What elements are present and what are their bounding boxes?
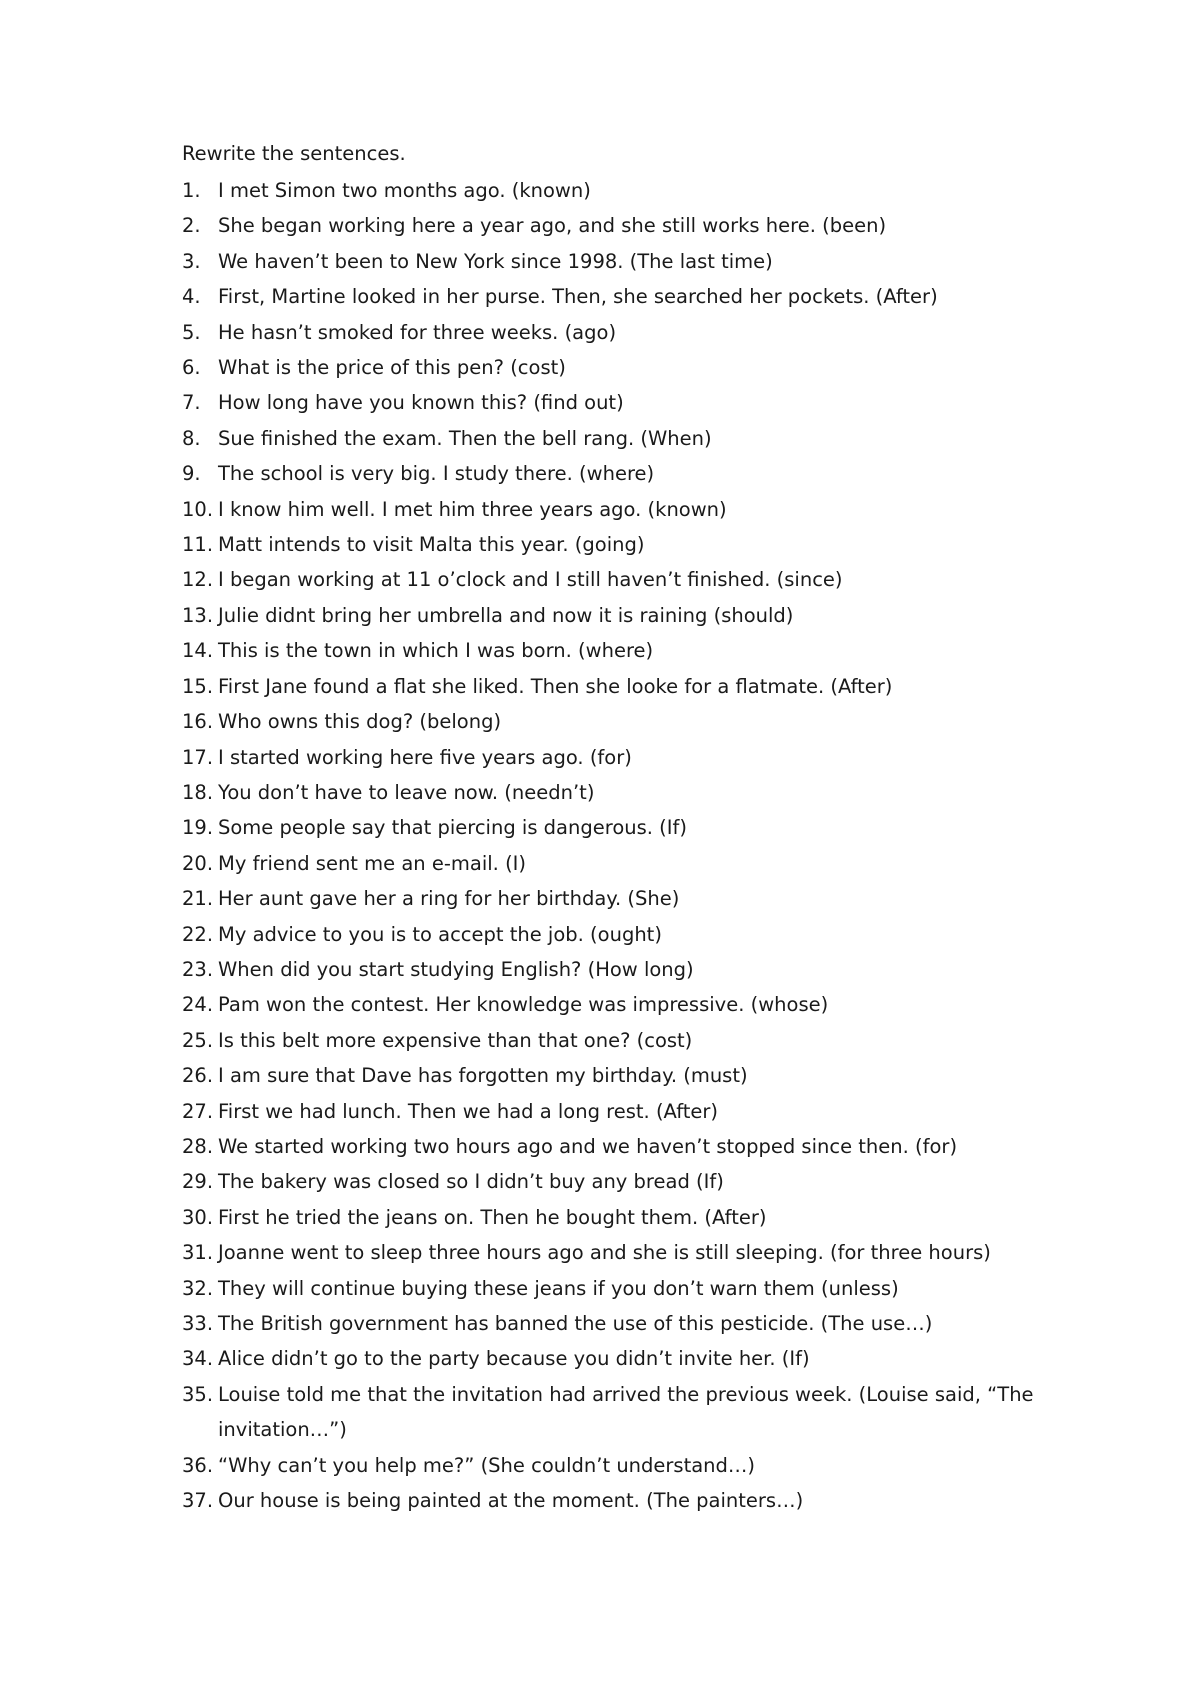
item-number: 9. [182,462,201,486]
item-text: This is the town in which I was born. (where) [218,639,654,663]
item-number: 27. [182,1099,214,1123]
item-text: How long have you known this? (find out) [218,391,624,415]
list-item [182,1483,1082,1518]
item-text: They will continue buying these jeans if you don’t warn them (unless) [218,1276,899,1300]
list-item [182,350,1082,385]
item-text: When did you start studying English? (How long) [218,957,694,981]
list-item [182,562,1082,597]
exercise-list [182,173,1082,1518]
list-item [182,810,1082,845]
item-text: Matt intends to visit Malta this year. (going) [218,533,645,557]
item-text: The school is very big. I study there. (where) [218,462,655,486]
item-text: I began working at 11 o’clock and I still haven’t finished. (since) [218,568,843,592]
list-item [182,1448,1082,1483]
item-number: 15. [182,674,214,698]
list-item [182,1271,1082,1306]
list-item [182,952,1082,987]
item-number: 10. [182,497,214,521]
list-item [182,1058,1082,1093]
list-item [182,1235,1082,1270]
item-text: Julie didnt bring her umbrella and now it is raining (should) [218,603,794,627]
item-text: Pam won the contest. Her knowledge was impressive. (whose) [218,993,829,1017]
item-number: 3. [182,249,201,273]
item-text: My friend sent me an e-mail. (I) [218,851,527,875]
item-text: Is this belt more expensive than that one? (cost) [218,1028,693,1052]
list-item [182,208,1082,243]
item-text: She began working here a year ago, and she still works here. (been) [218,214,887,238]
list-item [182,527,1082,562]
item-number: 34. [182,1347,214,1371]
item-text: The bakery was closed so I didn’t buy any bread (If) [218,1170,724,1194]
item-text: “Why can’t you help me?” (She couldn’t understand…) [218,1453,756,1477]
item-text: Our house is being painted at the moment. (The painters…) [218,1489,804,1513]
list-item [182,244,1082,279]
item-text: I know him well. I met him three years ago. (known) [218,497,727,521]
item-text: You don’t have to leave now. (needn’t) [218,780,595,804]
item-text: Louise told me that the invitation had arrived the previous week. (Louise said, “The invitation…”) [218,1382,1034,1442]
item-text: Her aunt gave her a ring for her birthday. (She) [218,887,680,911]
item-text: Sue finished the exam. Then the bell rang. (When) [218,426,712,450]
list-item [182,1377,1082,1448]
item-text: We started working two hours ago and we haven’t stopped since then. (for) [218,1134,958,1158]
list-item [182,1023,1082,1058]
list-item [182,917,1082,952]
list-item [182,704,1082,739]
item-text: Who owns this dog? (belong) [218,710,502,734]
list-item [182,1306,1082,1341]
item-number: 6. [182,356,201,380]
list-item [182,1129,1082,1164]
item-number: 16. [182,710,214,734]
item-number: 14. [182,639,214,663]
item-number: 4. [182,285,201,309]
item-number: 19. [182,816,214,840]
list-item [182,1341,1082,1376]
item-text: First Jane found a flat she liked. Then she looke for a flatmate. (After) [218,674,893,698]
instruction-heading: Rewrite the sentences. [182,142,406,165]
item-text: He hasn’t smoked for three weeks. (ago) [218,320,617,344]
item-text: Joanne went to sleep three hours ago and she is still sleeping. (for three hours) [218,1241,991,1265]
item-number: 25. [182,1028,214,1052]
list-item [182,987,1082,1022]
item-number: 24. [182,993,214,1017]
list-item [182,1094,1082,1129]
item-number: 12. [182,568,214,592]
item-text: First he tried the jeans on. Then he bought them. (After) [218,1205,767,1229]
item-number: 28. [182,1134,214,1158]
list-item [182,279,1082,314]
item-number: 20. [182,851,214,875]
item-number: 11. [182,533,214,557]
item-number: 31. [182,1241,214,1265]
list-item [182,669,1082,704]
list-item [182,173,1082,208]
item-text: My advice to you is to accept the job. (ought) [218,922,662,946]
item-number: 22. [182,922,214,946]
item-number: 18. [182,780,214,804]
item-number: 35. [182,1382,214,1406]
list-item [182,633,1082,668]
item-number: 32. [182,1276,214,1300]
item-number: 2. [182,214,201,238]
document-page [182,141,1082,1518]
item-text: Alice didn’t go to the party because you didn’t invite her. (If) [218,1347,810,1371]
list-item [182,846,1082,881]
item-number: 17. [182,745,214,769]
item-number: 23. [182,957,214,981]
item-number: 5. [182,320,201,344]
item-number: 37. [182,1489,214,1513]
item-text: I met Simon two months ago. (known) [218,179,591,202]
item-number: 36. [182,1453,214,1477]
list-item [182,385,1082,420]
list-item [182,1200,1082,1235]
item-number: 8. [182,426,201,450]
item-number: 13. [182,603,214,627]
item-number: 7. [182,391,201,415]
list-item [182,315,1082,350]
item-text: Some people say that piercing is dangerous. (If) [218,816,687,840]
item-text: First we had lunch. Then we had a long rest. (After) [218,1099,718,1123]
list-item [182,881,1082,916]
item-text: The British government has banned the use of this pesticide. (The use…) [218,1312,933,1335]
list-item [182,421,1082,456]
item-text: I am sure that Dave has forgotten my birthday. (must) [218,1064,748,1088]
list-item [182,740,1082,775]
item-number: 29. [182,1170,214,1194]
item-number: 26. [182,1064,214,1088]
list-item [182,456,1082,491]
item-text: First, Martine looked in her purse. Then, she searched her pockets. (After) [218,285,938,309]
list-item [182,598,1082,633]
list-item [182,775,1082,810]
item-number: 1. [182,179,201,202]
list-item [182,1164,1082,1199]
item-number: 21. [182,887,214,911]
item-text: What is the price of this pen? (cost) [218,356,566,380]
list-item [182,492,1082,527]
item-text: I started working here five years ago. (for) [218,745,632,769]
item-number: 30. [182,1205,214,1229]
item-text: We haven’t been to New York since 1998. (The last time) [218,249,773,273]
item-number: 33. [182,1312,214,1335]
